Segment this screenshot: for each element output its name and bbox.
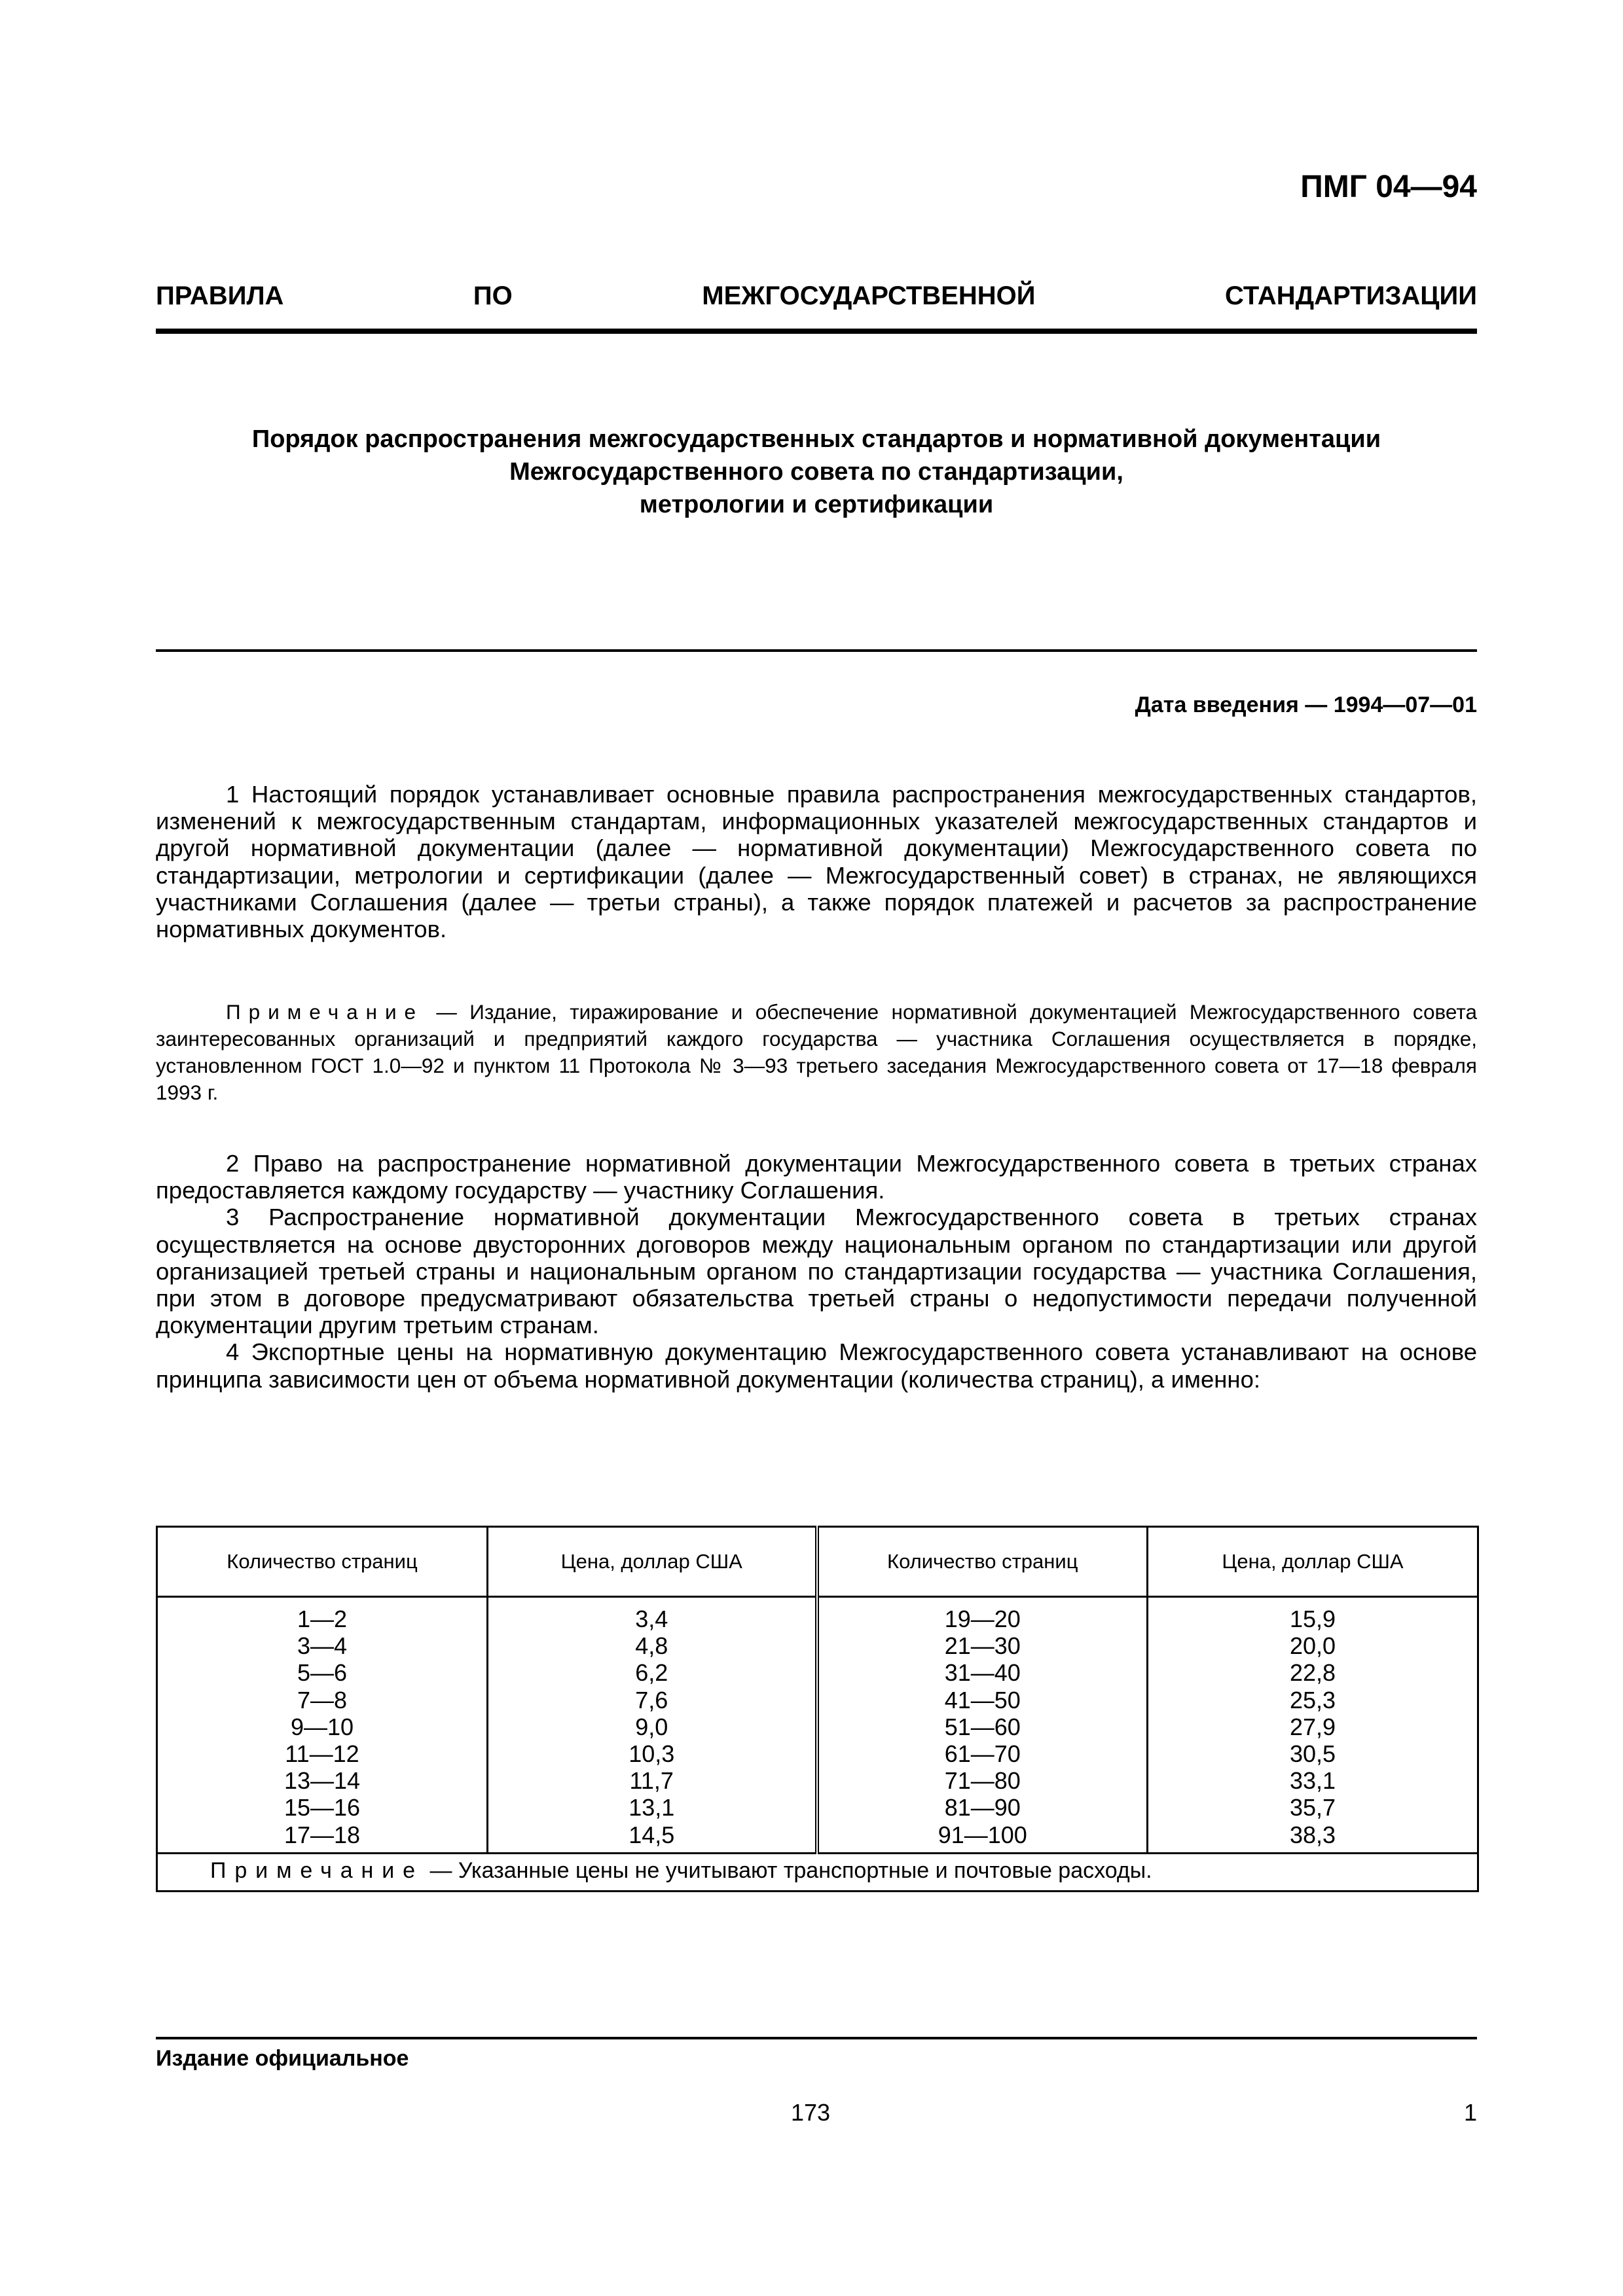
paragraph-1-note: [156, 999, 1477, 1106]
header-pages-1: Количество страниц: [157, 1527, 488, 1597]
paragraph-3: 3 Распространение нормативной документации Межгосударственного совета в третьих странах осуществляется на основе двусторонних договоров между национальным органом по стандартизации или другой организацией третьей страны и национальным органом по стандартизации государства — участника Соглашения, при этом в договоре предусматривают обязательства третьей страны о недопустимости передачи полученной документации другим третьим странам.: [156, 1204, 1477, 1339]
paragraph-1: 1 Настоящий порядок устанавливает основные правила распространения межгосударственных стандартов, изменений к межгосударственным стандартам, информационных указателей межгосударственных стандартов и другой нормативной документации (далее — нормативной документации) Межгосударственного совета по стандартизации, метрологии и сертификации (далее — Межгосударственный совет) в странах, не являющихся участниками Соглашения (далее — третьи страны), а также порядок платежей и расчетов за распространение нормативных документов.: [156, 781, 1477, 943]
table-header-row: [157, 1527, 1478, 1597]
price-column-1: 3,4 4,8 6,2 7,6 9,0 10,3 11,7 13,1 14,5: [488, 1597, 817, 1854]
series-title: ПРАВИЛА ПО МЕЖГОСУДАРСТВЕННОЙ СТАНДАРТИЗАЦИИ: [156, 281, 1477, 310]
header-price-2: Цена, доллар США: [1148, 1527, 1478, 1597]
note-label: Примечание: [226, 1000, 424, 1024]
header-price-1: Цена, доллар США: [488, 1527, 817, 1597]
title-line-2: Межгосударственного совета по стандартизации,: [509, 458, 1123, 486]
introduction-date: Дата введения — 1994—07—01: [1135, 692, 1477, 717]
pages-column-2: 19—20 21—30 31—40 41—50 51—60 61—70 71—80 81—90 91—100: [817, 1597, 1148, 1854]
paragraphs-2-4: [156, 1150, 1477, 1393]
sheet-number: 1: [1463, 2099, 1477, 2126]
header-divider: [156, 329, 1477, 334]
document-code: ПМГ 04—94: [1300, 170, 1477, 204]
price-table: [156, 1526, 1479, 1892]
footer-divider: [156, 2037, 1477, 2039]
table-note-text: — Указанные цены не учитывают транспортные и почтовые расходы.: [424, 1857, 1152, 1883]
document-title: [156, 423, 1477, 521]
edition-label: Издание официальное: [156, 2046, 409, 2071]
paragraph-4: 4 Экспортные цены на нормативную документацию Межгосударственного совета устанавливают на основе принципа зависимости цен от объема нормативной документации (количества страниц), а именно:: [156, 1338, 1477, 1393]
title-divider: [156, 649, 1477, 652]
page-number: 173: [790, 2099, 831, 2126]
title-line-1: Порядок распространения межгосударственных стандартов и нормативной документации: [251, 425, 1381, 453]
table-note-row: [157, 1853, 1478, 1891]
title-line-3: метрологии и сертификации: [639, 491, 994, 518]
note-text: — Издание, тиражирование и обеспечение нормативной документацией Межгосударственного совета заинтересованных организаций и предприятий каждого государства — участника Соглашения осуществляется в порядке, установленном ГОСТ 1.0—92 и пунктом 11 Протокола № 3—93 третьего заседания Межгосударственного совета от 17—18 февраля 1993 г.: [156, 1000, 1477, 1104]
header-pages-2: Количество страниц: [817, 1527, 1148, 1597]
table-note: [157, 1853, 1478, 1891]
paragraph-2: 2 Право на распространение нормативной документации Межгосударственного совета в третьих странах предоставляется каждому государству — участнику Соглашения.: [156, 1150, 1477, 1204]
table-note-label: Примечание: [210, 1857, 424, 1883]
price-column-2: 15,9 20,0 22,8 25,3 27,9 30,5 33,1 35,7 38,3: [1148, 1597, 1478, 1854]
pages-column-1: 1—2 3—4 5—6 7—8 9—10 11—12 13—14 15—16 17—18: [283, 1605, 361, 1848]
table-row: [157, 1597, 1478, 1854]
